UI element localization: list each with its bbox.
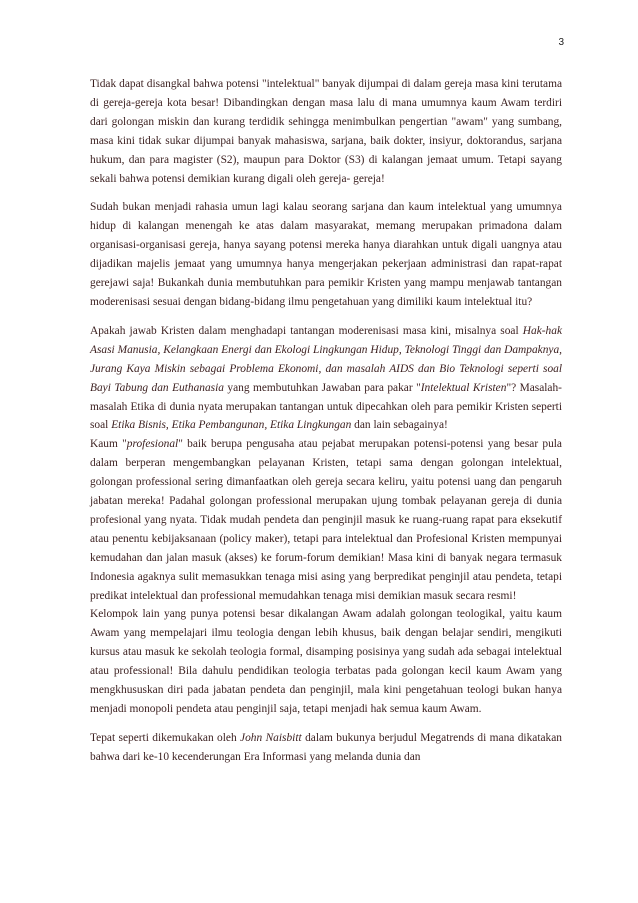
text-segment: yang membutuhkan Jawaban para pakar " (223, 381, 421, 394)
italic-text: profesional (126, 438, 179, 451)
body-text (90, 75, 562, 767)
paragraph (90, 605, 562, 718)
text-segment: Sudah bukan menjadi rahasia umun lagi kalau seorang sarjana dan kaum intelektual yang umumnya hidup di kalangan menengah ke atas dalam masyarakat, memang merupakan primadona dalam organisasi-organisasi gereja, hanya sayang potensi mereka hanya diarahkan untuk digali uangnya atau dijadikan majelis jemaat yang umumnya hanya mengerjakan pekerjaan administrasi dan rapat-rapat gerejawi saja! Bukankah dunia membutuhkan para pemikir Kristen yang mampu menjawab tantangan moderenisasi sesuai dengan bidang-bidang ilmu pengetahuan yang dimiliki kaum intelektual itu? (90, 201, 562, 308)
text-segment: dalam bukunya berjudul Megatrends di mana dikatakan bahwa dari ke-10 kecenderungan Era Informasi yang melanda dunia dan (90, 731, 563, 763)
italic-text: Hak-hak Asasi Manusia, Kelangkaan Energi dan Ekologi Lingkungan Hidup, Teknologi Tinggi dan Dampaknya, Jurang Kaya Miskin sebagai Problema Ekonomi, dan masalah AIDS dan Bio Teknologi seperti soal Bayi Tabung dan Euthanasia (90, 324, 562, 394)
paragraph (90, 198, 562, 311)
text-segment: " baik berupa pengusaha atau pejabat merupakan potensi-potensi yang besar pula dalam berperan mengembangkan pelayanan Kristen, tetapi sama dengan golongan intelektual, golongan professional sering dimanfaatkan oleh gereja secara keliru, yaitu potensi uang dan pengaruh jabatan mereka! Padahal golongan professional merupakan ujung tombak pelayanan gereja di dunia profesional yang nyata. Tidak mudah pendeta dan penginjil masuk ke ruang-ruang rapat para eksekutif atau penentu kebijaksanaan (policy maker), tetapi para intelektual dan Profesional Kristen mempunyai kemudahan dan jalan masuk (akses) ke forum-forum demikian! Masa kini di banyak negara termasuk Indonesia agaknya sulit memasukkan tenaga misi asing yang berpredikat penginjil atau pendeta, tetapi predikat intelektual dan professional memudahkan tenaga misi demikian masuk secara resmi! (90, 438, 562, 602)
paragraph (90, 75, 562, 188)
paragraph (90, 322, 562, 435)
italic-text: Intelektual Kristen (420, 381, 507, 394)
paragraph (90, 435, 562, 605)
text-segment: Kaum " (90, 438, 127, 451)
text-segment: Apakah jawab Kristen dalam menghadapi tantangan moderenisasi masa kini, misalnya soal (90, 324, 523, 337)
paragraph (90, 729, 562, 767)
text-segment: "? Masalah-masalah Etika di dunia nyata merupakan tantangan untuk dipecahkan oleh para pemikir Kristen seperti soal (90, 381, 562, 432)
italic-text: John Naisbitt (240, 731, 302, 744)
text-segment: dan lain sebagainya! (351, 419, 448, 432)
text-segment: Tepat seperti dikemukakan oleh (90, 731, 241, 744)
text-segment: Kelompok lain yang punya potensi besar dikalangan Awam adalah golongan teologikal, yaitu kaum Awam yang mempelajari ilmu teologia dengan lebih khusus, baik dengan belajar sendiri, mengikuti kursus atau masuk ke sekolah teologia formal, disamping posisinya yang sudah ada sebagai intelektual atau professional! Bila dahulu pendidikan teologia terbatas pada golongan kecil kaum Awam yang mengkhususkan diri pada jabatan pendeta dan penginjil, mala kini pengetahuan teologi bukan hanya menjadi monopoli pendeta atau penginjil saja, tetapi menjadi hak semua kaum Awam. (90, 608, 562, 715)
text-segment: Tidak dapat disangkal bahwa potensi "intelektual" banyak dijumpai di dalam gereja masa kini terutama di gereja-gereja kota besar! Dibandingkan dengan masa lalu di mana umumnya kaum Awam terdiri dari golongan miskin dan kurang terdidik sehingga menimbulkan pengertian "awam" yang sumbang, masa kini tidak sukar dijumpai banyak mahasiswa, sarjana, baik dokter, insiyur, doktorandus, sarjana hukum, dan para magister (S2), maupun para Doktor (S3) di kalangan jemaat umum. Tetapi sayang sekali bahwa potensi demikian kurang digali oleh gereja- gereja! (90, 78, 562, 185)
italic-text: Etika Bisnis, Etika Pembangunan, Etika Lingkungan (111, 419, 352, 432)
page-number: 3 (558, 37, 564, 48)
